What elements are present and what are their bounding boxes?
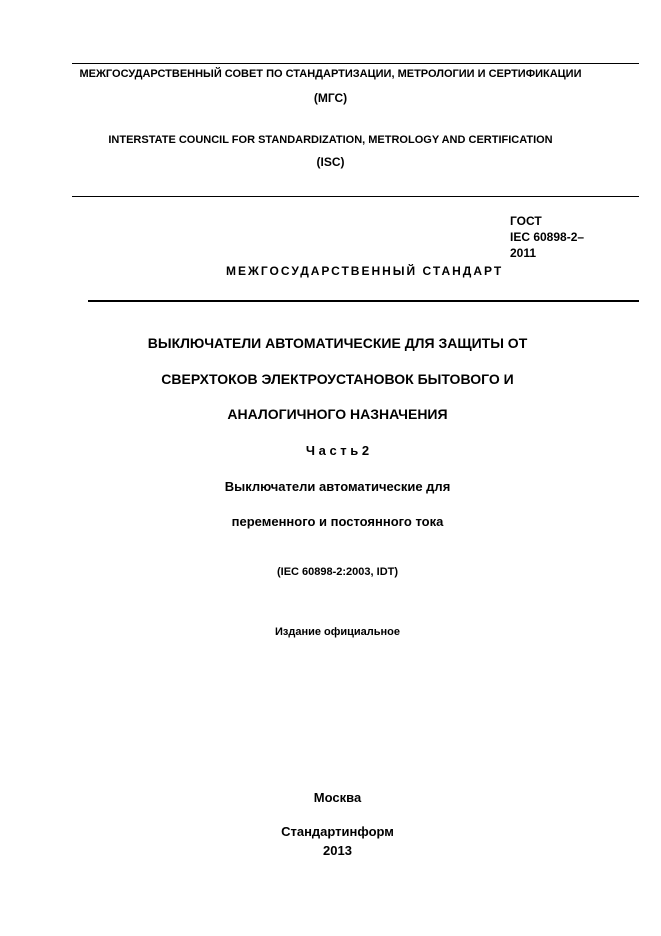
standard-code <box>510 213 584 261</box>
standard-rule <box>88 300 639 302</box>
top-rule <box>72 63 639 64</box>
year: 2013 <box>323 843 352 858</box>
council-abbr-ru: (МГС) <box>313 91 348 105</box>
title-line2: СВЕРХТОКОВ ЭЛЕКТРОУСТАНОВОК БЫТОВОГО И <box>161 371 514 387</box>
subtitle-line1: Выключатели автоматические для <box>224 479 451 494</box>
iec-reference: (IEC 60898-2:2003, IDT) <box>276 566 399 578</box>
standard-type-label: МЕЖГОСУДАРСТВЕННЫЙ СТАНДАРТ <box>226 264 504 278</box>
part-label: Ч а с т ь 2 <box>305 443 370 458</box>
council-en: INTERSTATE COUNCIL FOR STANDARDIZATION, METROLOGY AND CERTIFICATION <box>108 134 553 146</box>
standard-code-line3: 2011 <box>510 246 537 260</box>
title-line3: АНАЛОГИЧНОГО НАЗНАЧЕНИЯ <box>227 406 448 422</box>
city: Москва <box>313 790 362 805</box>
title-line1: ВЫКЛЮЧАТЕЛИ АВТОМАТИЧЕСКИЕ ДЛЯ ЗАЩИТЫ ОТ <box>147 335 528 351</box>
publisher: Стандартинформ <box>281 824 394 839</box>
header-rule <box>72 196 639 197</box>
edition-label: Издание официальное <box>274 626 401 638</box>
standard-code-line2: IEC 60898-2– <box>510 230 585 244</box>
subtitle-line2: переменного и постоянного тока <box>231 514 444 529</box>
council-ru: МЕЖГОСУДАРСТВЕННЫЙ СОВЕТ ПО СТАНДАРТИЗАЦИИ, МЕТРОЛОГИИ И СЕРТИФИКАЦИИ <box>79 68 582 80</box>
council-abbr-en: (ISC) <box>316 155 345 169</box>
standard-code-line1: ГОСТ <box>510 214 542 228</box>
